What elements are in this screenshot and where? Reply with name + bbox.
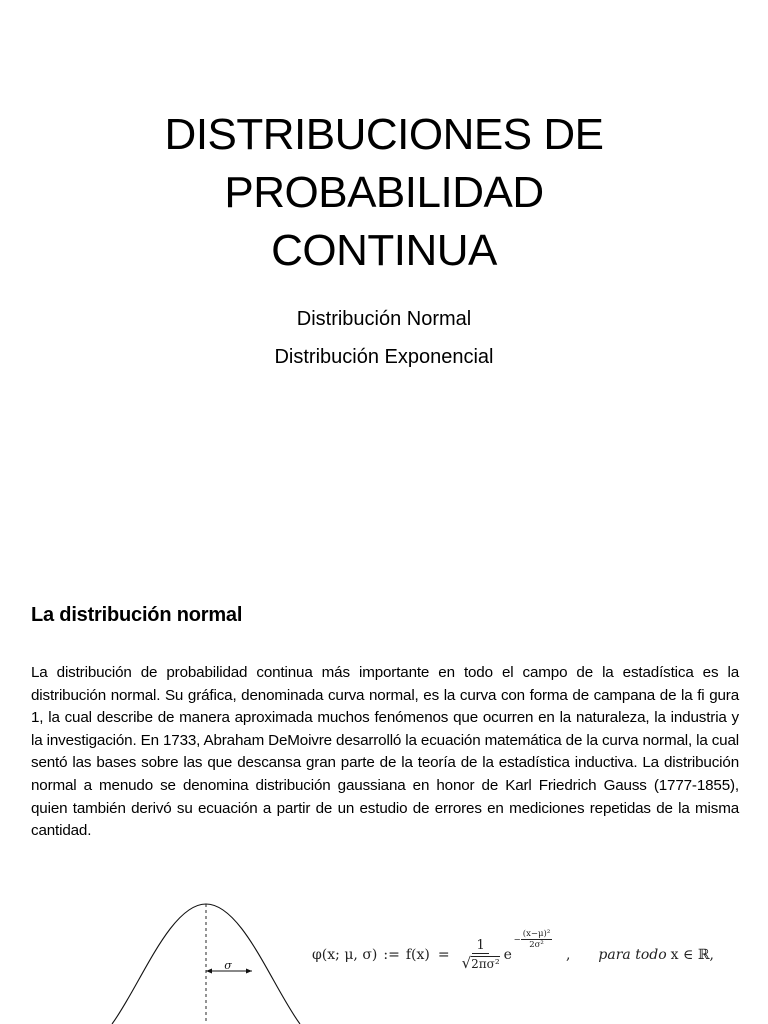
formula-numerator: 1 <box>472 938 488 954</box>
formula-fraction <box>460 938 502 972</box>
formula-fx: f(x) <box>405 947 430 963</box>
formula-comma: , <box>565 947 571 963</box>
sqrt-symbol: √ <box>461 954 472 972</box>
formula-base-e: e <box>503 947 512 963</box>
sigma-label: σ <box>224 959 232 972</box>
slide-title <box>0 106 768 280</box>
formula-exponent <box>514 929 553 950</box>
exponent-fraction <box>521 929 552 950</box>
formula-lhs: φ(x; μ, σ) <box>312 947 378 963</box>
normal-curve-figure <box>100 896 310 1024</box>
exponent-numerator: (x−μ)² <box>522 929 551 939</box>
section-heading: La distribución normal <box>31 604 243 626</box>
title-line-3: CONTINUA <box>271 226 497 275</box>
subtitle-exponential: Distribución Exponencial <box>274 346 494 368</box>
sigma-arrow-head-right <box>246 969 252 974</box>
formula-denominator-wrap <box>460 954 502 972</box>
sigma-arrow-head-left <box>206 969 212 974</box>
formula-assign: := <box>383 947 400 963</box>
exponent-sign: − <box>513 934 521 945</box>
formula-qualifier: para todo <box>598 947 667 963</box>
formula-equals: = <box>437 947 450 963</box>
body-paragraph: La distribución de probabilidad continua más importante en todo el campo de la estadística es la distribución normal. Su gráfica, denominada curva normal, es la curva con forma de campana de la fi gura 1, la cual describe de manera aproximada muchos fenómenos que ocurren en la naturaleza, la industria y la investigación. En 1733, Abraham DeMoivre desarrolló la ecuación matemática de la curva normal, la cual sentó las bases sobre las que descansa gran parte de la teoría de la estadística inductiva. La distribución normal a menudo se denomina distribución gaussiana en honor de Karl Friedrich Gauss (1777-1855), quien también derivó su ecuación a partir de un estudio de errores en mediciones repetidas de la misma cantidad. <box>31 664 739 840</box>
formula-exponential <box>503 929 551 963</box>
formula-domain: x ∈ ℝ, <box>670 947 714 963</box>
exponent-denominator: 2σ² <box>529 940 544 950</box>
normal-pdf-formula <box>312 929 714 972</box>
formula-denominator: 2πσ² <box>471 957 500 971</box>
title-line-2: PROBABILIDAD <box>224 168 544 217</box>
subtitle-normal: Distribución Normal <box>296 308 472 330</box>
title-line-1: DISTRIBUCIONES DE <box>164 110 604 159</box>
